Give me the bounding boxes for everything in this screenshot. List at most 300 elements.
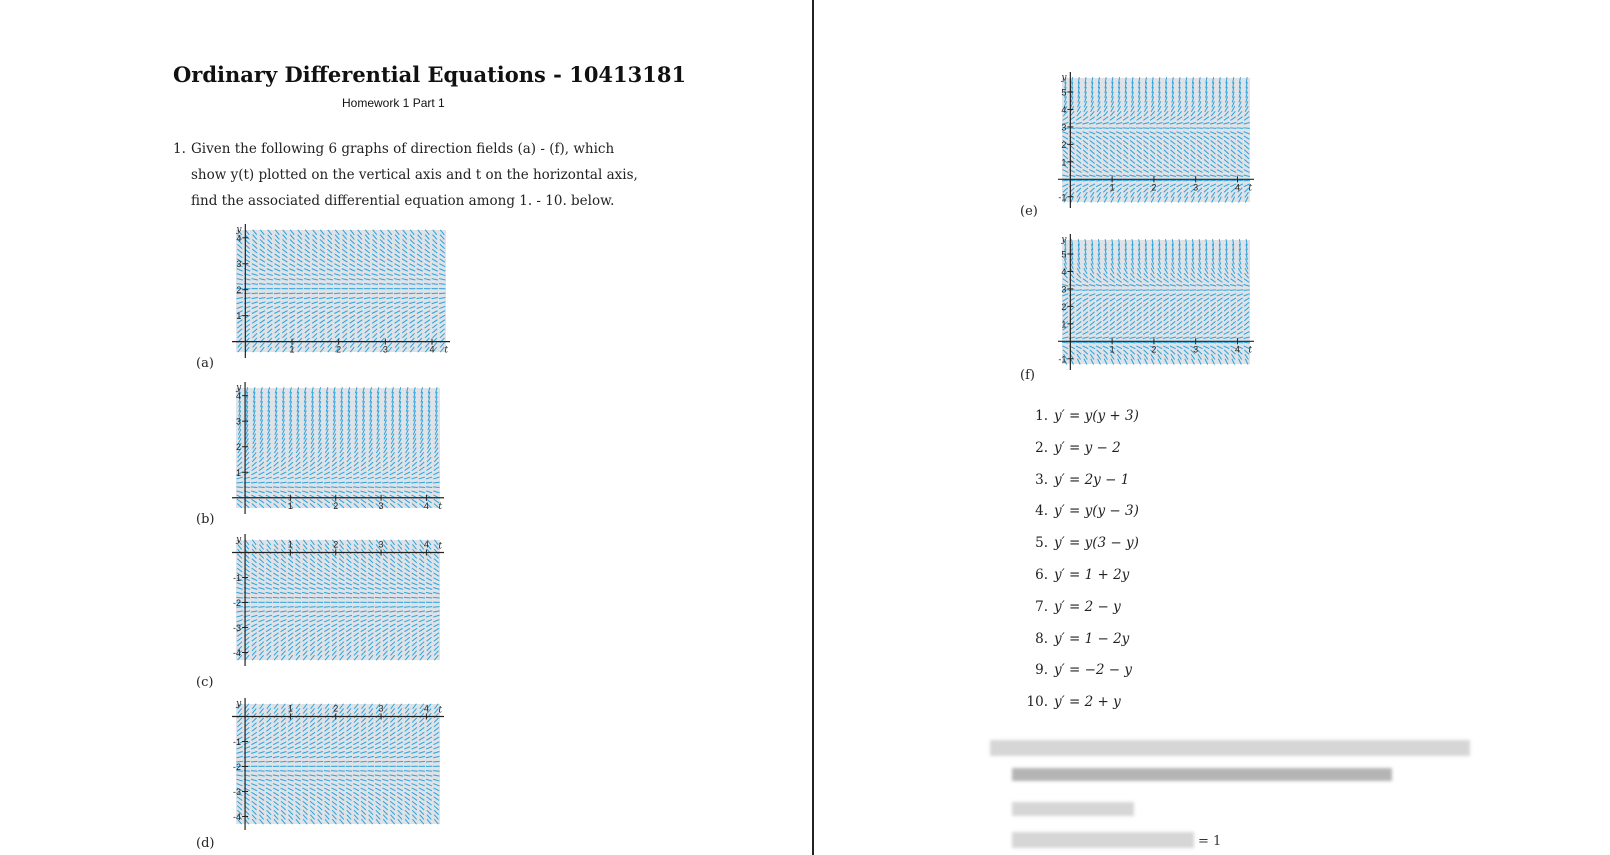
- slope-segment: [1149, 290, 1155, 291]
- slope-segment: [287, 597, 293, 598]
- y-tick-label: -1: [233, 737, 242, 747]
- slope-segment: [309, 597, 315, 598]
- slope-segment: [1183, 342, 1189, 343]
- slope-segment: [433, 761, 439, 762]
- slope-segment: [1109, 128, 1115, 129]
- slope-segment: [375, 597, 381, 598]
- slope-segment: [266, 771, 272, 772]
- equation-expression: y′ = 2 − y: [1054, 598, 1121, 615]
- slope-segment: [411, 482, 417, 483]
- slope-segment: [368, 761, 374, 762]
- t-tick-label: 1: [1109, 182, 1115, 193]
- slope-segment: [1243, 342, 1249, 343]
- slope-segment: [368, 771, 374, 772]
- slope-segment: [324, 482, 330, 483]
- slope-segment: [411, 761, 417, 762]
- slope-segment: [1089, 290, 1095, 291]
- slope-segment: [273, 607, 279, 608]
- redacted-tail-text: = 1: [1198, 834, 1222, 849]
- t-tick-label: 3: [378, 539, 384, 550]
- y-tick-label: 2: [1061, 139, 1067, 150]
- slope-segment: [1116, 342, 1122, 343]
- equation-number: 7.: [1035, 598, 1048, 615]
- slope-segment: [1082, 342, 1088, 343]
- slope-segment: [258, 482, 264, 483]
- slope-segment: [309, 482, 315, 483]
- t-tick-label: 4: [429, 344, 435, 355]
- slope-segment: [353, 482, 359, 483]
- equation-expression: y′ = 1 + 2y: [1054, 566, 1130, 583]
- t-tick-label: 4: [1234, 344, 1240, 355]
- slope-segment: [251, 487, 257, 488]
- slope-segment: [1156, 180, 1162, 181]
- slope-segment: [411, 487, 417, 488]
- redacted-line: [1012, 802, 1134, 816]
- slope-segment: [1237, 128, 1243, 129]
- equation-item: [1018, 535, 1139, 567]
- t-tick-label: 1: [287, 539, 293, 550]
- slope-segment: [338, 607, 344, 608]
- slope-segment: [1149, 128, 1155, 129]
- graph-d-label: (d): [196, 836, 215, 851]
- slope-segment: [404, 771, 410, 772]
- slope-segment: [338, 597, 344, 598]
- slope-segment: [375, 607, 381, 608]
- slope-segment: [324, 597, 330, 598]
- slope-segment: [266, 597, 272, 598]
- slope-segment: [1223, 290, 1229, 291]
- slope-segment: [295, 607, 301, 608]
- slope-segment: [1196, 342, 1202, 343]
- slope-segment: [338, 482, 344, 483]
- y-axis-label: y: [236, 383, 242, 393]
- slope-segment: [1096, 290, 1102, 291]
- slope-segment: [1129, 342, 1135, 343]
- equation-number: 10.: [1026, 694, 1048, 711]
- slope-segment: [236, 487, 242, 488]
- slope-segment: [1116, 180, 1122, 181]
- slope-segment: [1082, 180, 1088, 181]
- t-tick-label: 3: [382, 344, 388, 355]
- slope-segment: [1149, 342, 1155, 343]
- slope-segment: [1183, 290, 1189, 291]
- slope-segment: [251, 597, 257, 598]
- slope-segment: [1076, 290, 1082, 291]
- slope-segment: [317, 771, 323, 772]
- direction-field-svg: [1048, 232, 1258, 372]
- y-tick-label: 2: [1061, 301, 1067, 312]
- slope-segment: [1116, 128, 1122, 129]
- slope-segment: [360, 761, 366, 762]
- t-axis-label: t: [1248, 345, 1252, 356]
- slope-segment: [433, 597, 439, 598]
- slope-segment: [258, 597, 264, 598]
- slope-segment: [419, 597, 425, 598]
- slope-segment: [346, 771, 352, 772]
- t-tick-label: 2: [333, 703, 339, 714]
- y-tick-label: 3: [236, 259, 242, 270]
- slope-segment: [1176, 342, 1182, 343]
- slope-segment: [1217, 342, 1223, 343]
- redacted-line: [990, 740, 1470, 756]
- slope-segment: [360, 482, 366, 483]
- slope-segment: [1082, 290, 1088, 291]
- y-tick-label: 1: [1061, 157, 1067, 168]
- slope-segment: [1102, 180, 1108, 181]
- slope-segment: [302, 597, 308, 598]
- slope-segment: [295, 482, 301, 483]
- equation-list: [1018, 408, 1139, 726]
- slope-segment: [331, 607, 337, 608]
- slope-segment: [397, 771, 403, 772]
- slope-segment: [1163, 180, 1169, 181]
- slope-segment: [1243, 128, 1249, 129]
- graph-c-label: (c): [196, 675, 214, 690]
- slope-segment: [1123, 128, 1129, 129]
- slope-segment: [1183, 128, 1189, 129]
- t-tick-label: 3: [378, 703, 384, 714]
- slope-segment: [258, 771, 264, 772]
- slope-segment: [1163, 342, 1169, 343]
- slope-segment: [324, 487, 330, 488]
- slope-segment: [309, 487, 315, 488]
- slope-segment: [266, 761, 272, 762]
- slope-segment: [287, 771, 293, 772]
- slope-segment: [1217, 180, 1223, 181]
- slope-segment: [1062, 180, 1068, 181]
- t-axis-label: t: [438, 705, 442, 716]
- t-tick-label: 2: [333, 500, 339, 511]
- slope-segment: [426, 761, 432, 762]
- y-tick-label: 1: [236, 467, 242, 478]
- equation-number: 8.: [1035, 630, 1048, 647]
- t-tick-label: 4: [423, 500, 429, 511]
- slope-segment: [433, 771, 439, 772]
- slope-segment: [397, 482, 403, 483]
- slope-segment: [1102, 128, 1108, 129]
- slope-segment: [433, 482, 439, 483]
- slope-segment: [1217, 290, 1223, 291]
- y-tick-label: 4: [236, 233, 242, 244]
- equation-number: 6.: [1035, 566, 1048, 583]
- slope-segment: [251, 607, 257, 608]
- equation-item: [1018, 503, 1139, 535]
- slope-segment: [309, 607, 315, 608]
- slope-segment: [1143, 342, 1149, 343]
- t-axis-label: t: [438, 501, 442, 512]
- slope-segment: [251, 761, 257, 762]
- slope-segment: [266, 607, 272, 608]
- slope-segment: [397, 597, 403, 598]
- slope-segment: [346, 607, 352, 608]
- slope-segment: [353, 487, 359, 488]
- y-tick-label: -1: [233, 573, 242, 583]
- slope-segment: [1217, 128, 1223, 129]
- slope-segment: [1170, 342, 1176, 343]
- y-axis-label: y: [1061, 73, 1067, 83]
- slope-segment: [317, 761, 323, 762]
- slope-segment: [266, 487, 272, 488]
- direction-field-d: [222, 696, 448, 832]
- slope-segment: [368, 597, 374, 598]
- equation-number: 4.: [1035, 503, 1048, 520]
- equation-item: [1018, 694, 1139, 726]
- slope-segment: [1136, 180, 1142, 181]
- slope-segment: [1203, 180, 1209, 181]
- slope-segment: [317, 487, 323, 488]
- slope-segment: [309, 771, 315, 772]
- slope-segment: [375, 487, 381, 488]
- y-tick-label: 3: [1061, 122, 1067, 133]
- slope-segment: [1123, 290, 1129, 291]
- slope-segment: [302, 607, 308, 608]
- slope-segment: [331, 482, 337, 483]
- slope-segment: [258, 607, 264, 608]
- slope-segment: [382, 482, 388, 483]
- slope-segment: [280, 771, 286, 772]
- graph-b-label: (b): [196, 512, 215, 527]
- direction-field-a: [222, 222, 454, 360]
- slope-segment: [258, 487, 264, 488]
- t-tick-label: 1: [287, 500, 293, 511]
- slope-segment: [1190, 290, 1196, 291]
- slope-segment: [1203, 290, 1209, 291]
- slope-segment: [287, 482, 293, 483]
- slope-segment: [1176, 128, 1182, 129]
- slope-segment: [353, 771, 359, 772]
- slope-segment: [251, 482, 257, 483]
- slope-segment: [404, 761, 410, 762]
- equation-expression: y′ = −2 − y: [1054, 662, 1133, 679]
- slope-segment: [302, 761, 308, 762]
- slope-segment: [404, 607, 410, 608]
- equation-expression: y′ = y(3 − y): [1054, 535, 1139, 552]
- slope-segment: [1149, 180, 1155, 181]
- slope-segment: [1176, 180, 1182, 181]
- slope-segment: [382, 771, 388, 772]
- question-text: Given the following 6 graphs of direction fields (a) - (f), which show y(t) plotted on the vertical axis and t on the horizontal axis, find the associated differential equation among 1. - 10. below.: [191, 141, 638, 209]
- slope-segment: [433, 607, 439, 608]
- slope-segment: [324, 761, 330, 762]
- slope-segment: [1089, 128, 1095, 129]
- equation-item: [1018, 440, 1139, 472]
- y-tick-label: -4: [233, 648, 242, 658]
- slope-segment: [258, 761, 264, 762]
- y-tick-label: 4: [236, 391, 242, 402]
- redacted-line: [1012, 768, 1392, 781]
- equation-number: 3.: [1035, 471, 1048, 488]
- slope-segment: [1223, 128, 1229, 129]
- slope-segment: [419, 607, 425, 608]
- slope-segment: [360, 487, 366, 488]
- y-axis-label: y: [236, 225, 242, 235]
- slope-segment: [404, 482, 410, 483]
- equation-expression: y′ = y(y + 3): [1054, 408, 1139, 424]
- t-tick-label: 3: [1193, 182, 1199, 193]
- slope-segment: [1237, 290, 1243, 291]
- y-tick-label: -3: [233, 623, 242, 633]
- y-tick-label: 5: [1061, 87, 1067, 98]
- slope-segment: [426, 607, 432, 608]
- t-tick-label: 2: [1151, 182, 1157, 193]
- slope-segment: [389, 771, 395, 772]
- slope-segment: [360, 607, 366, 608]
- equation-number: 9.: [1035, 662, 1048, 679]
- slope-segment: [353, 761, 359, 762]
- slope-segment: [1210, 180, 1216, 181]
- slope-segment: [309, 761, 315, 762]
- slope-segment: [382, 607, 388, 608]
- graph-f-label: (f): [1020, 368, 1035, 383]
- t-axis-label: t: [444, 345, 448, 356]
- slope-segment: [266, 482, 272, 483]
- page-title: Ordinary Differential Equations - 10413181: [173, 62, 687, 87]
- slope-segment: [397, 607, 403, 608]
- slope-segment: [419, 771, 425, 772]
- slope-segment: [375, 771, 381, 772]
- slope-segment: [360, 771, 366, 772]
- slope-segment: [236, 482, 242, 483]
- slope-segment: [1176, 290, 1182, 291]
- slope-segment: [280, 761, 286, 762]
- slope-segment: [433, 487, 439, 488]
- slope-segment: [1163, 290, 1169, 291]
- slope-segment: [302, 487, 308, 488]
- slope-segment: [375, 482, 381, 483]
- slope-segment: [1089, 342, 1095, 343]
- direction-field-svg: [1048, 70, 1258, 210]
- slope-segment: [1143, 290, 1149, 291]
- t-tick-label: 1: [287, 703, 293, 714]
- graph-e-label: (e): [1020, 204, 1038, 219]
- slope-segment: [317, 597, 323, 598]
- slope-segment: [331, 761, 337, 762]
- y-tick-label: -1: [1058, 354, 1067, 365]
- equation-item: [1018, 567, 1139, 599]
- slope-segment: [324, 771, 330, 772]
- slope-segment: [317, 482, 323, 483]
- t-tick-label: 1: [289, 344, 295, 355]
- plot-background: [236, 388, 440, 508]
- slope-segment: [1143, 128, 1149, 129]
- y-tick-label: 1: [236, 311, 242, 322]
- slope-segment: [1096, 342, 1102, 343]
- slope-segment: [360, 597, 366, 598]
- y-tick-label: 3: [1061, 284, 1067, 295]
- slope-segment: [1190, 342, 1196, 343]
- page-subtitle: Homework 1 Part 1: [342, 96, 445, 110]
- slope-segment: [1062, 342, 1068, 343]
- y-tick-label: 2: [236, 442, 242, 453]
- slope-segment: [1196, 128, 1202, 129]
- t-axis-label: t: [438, 541, 442, 552]
- direction-field-svg: [222, 380, 448, 516]
- slope-segment: [1089, 180, 1095, 181]
- slope-segment: [1096, 128, 1102, 129]
- slope-segment: [331, 487, 337, 488]
- slope-segment: [1230, 342, 1236, 343]
- t-tick-label: 2: [333, 539, 339, 550]
- slope-segment: [1143, 180, 1149, 181]
- equation-expression: y′ = y − 2: [1054, 439, 1121, 456]
- y-axis-label: y: [236, 699, 242, 709]
- slope-segment: [389, 482, 395, 483]
- slope-segment: [1190, 180, 1196, 181]
- t-tick-label: 3: [1193, 344, 1199, 355]
- y-tick-label: 4: [1061, 266, 1067, 277]
- slope-segment: [426, 482, 432, 483]
- slope-segment: [1170, 128, 1176, 129]
- slope-segment: [295, 761, 301, 762]
- slope-segment: [404, 487, 410, 488]
- slope-segment: [302, 771, 308, 772]
- slope-segment: [317, 607, 323, 608]
- y-tick-label: -2: [233, 598, 242, 608]
- slope-segment: [1230, 180, 1236, 181]
- y-axis-label: y: [1061, 235, 1067, 245]
- slope-segment: [324, 607, 330, 608]
- slope-segment: [280, 597, 286, 598]
- direction-field-f: [1048, 232, 1258, 372]
- t-tick-label: 3: [378, 500, 384, 511]
- slope-segment: [295, 597, 301, 598]
- slope-segment: [1123, 180, 1129, 181]
- slope-segment: [346, 761, 352, 762]
- slope-segment: [287, 487, 293, 488]
- slope-segment: [1230, 128, 1236, 129]
- slope-segment: [419, 761, 425, 762]
- slope-segment: [338, 771, 344, 772]
- slope-segment: [1203, 342, 1209, 343]
- slope-segment: [1156, 290, 1162, 291]
- slope-segment: [389, 597, 395, 598]
- slope-segment: [368, 482, 374, 483]
- slope-segment: [346, 597, 352, 598]
- slope-segment: [419, 482, 425, 483]
- slope-segment: [1109, 290, 1115, 291]
- slope-segment: [1076, 342, 1082, 343]
- slope-segment: [331, 771, 337, 772]
- slope-segment: [302, 482, 308, 483]
- slope-segment: [251, 771, 257, 772]
- slope-segment: [426, 597, 432, 598]
- equation-number: 5.: [1035, 535, 1048, 552]
- slope-segment: [397, 761, 403, 762]
- slope-segment: [1170, 180, 1176, 181]
- slope-segment: [404, 597, 410, 598]
- y-tick-label: -3: [233, 787, 242, 797]
- slope-segment: [287, 607, 293, 608]
- redacted-line: [1012, 832, 1194, 848]
- slope-segment: [1156, 342, 1162, 343]
- slope-segment: [1129, 180, 1135, 181]
- t-tick-label: 4: [1234, 182, 1240, 193]
- slope-segment: [397, 487, 403, 488]
- slope-segment: [1243, 180, 1249, 181]
- slope-segment: [280, 482, 286, 483]
- equation-expression: y′ = 2y − 1: [1054, 471, 1130, 488]
- slope-segment: [1096, 180, 1102, 181]
- slope-segment: [375, 761, 381, 762]
- slope-segment: [346, 482, 352, 483]
- slope-segment: [1102, 290, 1108, 291]
- y-tick-label: -1: [1058, 192, 1067, 203]
- t-tick-label: 1: [1109, 344, 1115, 355]
- y-tick-label: 4: [1061, 104, 1067, 115]
- y-tick-label: 1: [1061, 319, 1067, 330]
- equation-expression: y′ = 1 − 2y: [1054, 630, 1130, 647]
- t-axis-label: t: [1248, 183, 1252, 194]
